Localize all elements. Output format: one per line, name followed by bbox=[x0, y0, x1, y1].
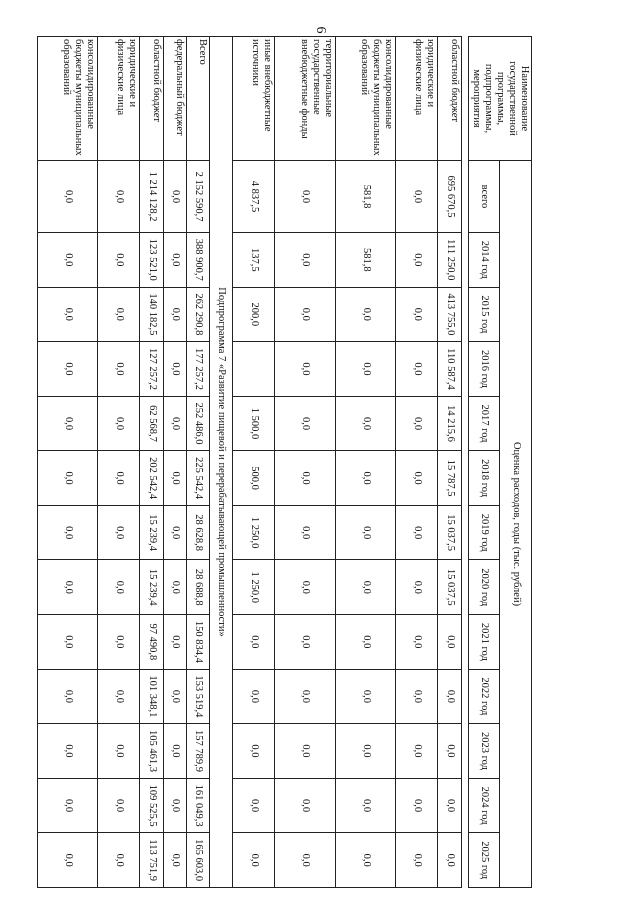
table-row bbox=[275, 37, 336, 888]
year-value-cell: 1 500,0 bbox=[233, 396, 275, 451]
total-cell: 2 152 590,7 bbox=[186, 161, 209, 233]
year-value-cell: 28 628,8 bbox=[186, 505, 209, 560]
year-value-cell: 0,0 bbox=[396, 451, 438, 506]
year-value-cell: 581,8 bbox=[335, 233, 396, 288]
year-value-cell: 0,0 bbox=[438, 778, 461, 833]
year-value-cell: 0,0 bbox=[335, 669, 396, 724]
year-value-cell: 388 900,7 bbox=[186, 233, 209, 288]
year-value-cell: 0,0 bbox=[275, 669, 336, 724]
year-value-cell: 0,0 bbox=[275, 396, 336, 451]
total-column-header: всего bbox=[468, 161, 500, 233]
year-column-header: 2019 год bbox=[468, 505, 500, 560]
year-value-cell: 0,0 bbox=[335, 615, 396, 670]
year-value-cell: 0,0 bbox=[396, 233, 438, 288]
total-cell: 1 214 128,2 bbox=[140, 161, 163, 233]
year-value-cell: 0,0 bbox=[233, 778, 275, 833]
year-value-cell: 0,0 bbox=[98, 778, 140, 833]
year-value-cell: 150 834,4 bbox=[186, 615, 209, 670]
year-value-cell: 0,0 bbox=[37, 833, 98, 888]
year-value-cell: 0,0 bbox=[396, 396, 438, 451]
year-value-cell: 0,0 bbox=[37, 396, 98, 451]
year-value-cell: 0,0 bbox=[275, 615, 336, 670]
year-value-cell: 0,0 bbox=[438, 669, 461, 724]
year-value-cell: 0,0 bbox=[37, 560, 98, 615]
year-column-header: 2021 год bbox=[468, 615, 500, 670]
year-value-cell: 0,0 bbox=[396, 833, 438, 888]
table-row bbox=[37, 37, 98, 888]
row-label: областной бюджет bbox=[140, 37, 163, 161]
year-value-cell: 0,0 bbox=[98, 342, 140, 397]
subprogram-row bbox=[210, 37, 233, 888]
year-value-cell: 225 542,4 bbox=[186, 451, 209, 506]
year-value-cell: 0,0 bbox=[163, 396, 186, 451]
year-value-cell: 0,0 bbox=[335, 833, 396, 888]
table-row bbox=[438, 37, 461, 888]
year-value-cell: 0,0 bbox=[98, 669, 140, 724]
year-value-cell: 0,0 bbox=[163, 615, 186, 670]
year-value-cell: 0,0 bbox=[37, 724, 98, 779]
year-value-cell: 0,0 bbox=[163, 505, 186, 560]
year-value-cell: 0,0 bbox=[98, 615, 140, 670]
estimate-title: Оценка расходов, годы (тыс. рублей) bbox=[500, 161, 532, 888]
total-cell: 0,0 bbox=[396, 161, 438, 233]
year-value-cell: 165 603,0 bbox=[186, 833, 209, 888]
year-value-cell: 0,0 bbox=[335, 396, 396, 451]
year-value-cell: 105 461,3 bbox=[140, 724, 163, 779]
row-label: юридические и физические лица bbox=[396, 37, 438, 161]
year-value-cell: 0,0 bbox=[275, 505, 336, 560]
year-value-cell: 0,0 bbox=[396, 778, 438, 833]
year-value-cell: 0,0 bbox=[37, 451, 98, 506]
year-column-header: 2017 год bbox=[468, 396, 500, 451]
row-label: федеральный бюджет bbox=[163, 37, 186, 161]
year-value-cell: 1 250,0 bbox=[233, 560, 275, 615]
year-value-cell: 0,0 bbox=[233, 833, 275, 888]
table-row bbox=[233, 37, 275, 888]
year-column-header: 2023 год bbox=[468, 724, 500, 779]
year-value-cell: 113 751,9 bbox=[140, 833, 163, 888]
year-value-cell: 1 250,0 bbox=[233, 505, 275, 560]
row-label: территориальные государственные внебюджетные фонды bbox=[275, 37, 336, 161]
table-row bbox=[186, 37, 209, 888]
year-value-cell: 15 239,4 bbox=[140, 505, 163, 560]
year-value-cell: 0,0 bbox=[233, 724, 275, 779]
table-row bbox=[98, 37, 140, 888]
row-label: юридические и физические лица bbox=[98, 37, 140, 161]
year-value-cell: 0,0 bbox=[275, 560, 336, 615]
year-column-header: 2020 год bbox=[468, 560, 500, 615]
year-value-cell: 0,0 bbox=[275, 451, 336, 506]
budget-table bbox=[37, 36, 532, 888]
year-value-cell: 123 521,0 bbox=[140, 233, 163, 288]
year-value-cell: 0,0 bbox=[275, 833, 336, 888]
year-value-cell: 0,0 bbox=[275, 724, 336, 779]
year-value-cell: 0,0 bbox=[163, 560, 186, 615]
year-value-cell: 0,0 bbox=[335, 287, 396, 342]
page-number: 6 bbox=[313, 26, 328, 34]
year-value-cell: 252 486,0 bbox=[186, 396, 209, 451]
total-cell: 0,0 bbox=[163, 161, 186, 233]
year-value-cell: 153 519,4 bbox=[186, 669, 209, 724]
year-value-cell: 15 037,5 bbox=[438, 560, 461, 615]
row-label: иные внебюджетные источники bbox=[233, 37, 275, 161]
year-value-cell: 200,0 bbox=[233, 287, 275, 342]
year-value-cell: 413 755,0 bbox=[438, 287, 461, 342]
year-value-cell: 0,0 bbox=[335, 560, 396, 615]
year-value-cell: 0,0 bbox=[396, 724, 438, 779]
subprogram-title: Подпрограмма 7 «Развитие пищевой и перерабатывающей промышленности» bbox=[210, 37, 233, 888]
year-value-cell: 0,0 bbox=[335, 342, 396, 397]
table-row bbox=[396, 37, 438, 888]
year-value-cell: 0,0 bbox=[163, 287, 186, 342]
table-row bbox=[163, 37, 186, 888]
year-value-cell: 0,0 bbox=[163, 233, 186, 288]
year-value-cell: 0,0 bbox=[98, 560, 140, 615]
year-value-cell: 0,0 bbox=[275, 342, 336, 397]
total-cell: 0,0 bbox=[98, 161, 140, 233]
year-value-cell: 0,0 bbox=[163, 342, 186, 397]
year-value-cell: 177 257,2 bbox=[186, 342, 209, 397]
year-value-cell: 109 525,5 bbox=[140, 778, 163, 833]
year-value-cell: 0,0 bbox=[98, 451, 140, 506]
name-column-header: Наименование государственной программы, подпрограммы, мероприятия bbox=[468, 37, 531, 161]
year-value-cell: 0,0 bbox=[37, 342, 98, 397]
year-value-cell: 0,0 bbox=[396, 669, 438, 724]
year-value-cell: 15 037,5 bbox=[438, 505, 461, 560]
year-value-cell: 157 789,9 bbox=[186, 724, 209, 779]
row-label: областной бюджет bbox=[438, 37, 461, 161]
year-value-cell: 14 215,6 bbox=[438, 396, 461, 451]
total-cell: 581,8 bbox=[335, 161, 396, 233]
year-value-cell: 0,0 bbox=[396, 287, 438, 342]
year-value-cell: 97 490,8 bbox=[140, 615, 163, 670]
year-value-cell: 0,0 bbox=[335, 778, 396, 833]
year-value-cell: 0,0 bbox=[275, 778, 336, 833]
year-value-cell: 0,0 bbox=[335, 505, 396, 560]
year-value-cell: 137,5 bbox=[233, 233, 275, 288]
row-label: консолидированные бюджеты муниципальных образований bbox=[37, 37, 98, 161]
total-cell: 4 837,5 bbox=[233, 161, 275, 233]
total-cell: 0,0 bbox=[275, 161, 336, 233]
rotated-table-container bbox=[61, 36, 532, 888]
year-value-cell: 127 257,2 bbox=[140, 342, 163, 397]
table-spacer-row bbox=[461, 37, 468, 888]
year-value-cell: 0,0 bbox=[396, 505, 438, 560]
year-value-cell: 62 568,7 bbox=[140, 396, 163, 451]
total-cell: 0,0 bbox=[37, 161, 98, 233]
year-value-cell: 0,0 bbox=[37, 669, 98, 724]
year-value-cell: 0,0 bbox=[233, 615, 275, 670]
total-cell: 695 670,5 bbox=[438, 161, 461, 233]
year-value-cell: 0,0 bbox=[98, 724, 140, 779]
year-value-cell bbox=[233, 342, 275, 397]
year-value-cell: 0,0 bbox=[275, 287, 336, 342]
year-column-header: 2016 год bbox=[468, 342, 500, 397]
year-value-cell: 161 049,3 bbox=[186, 778, 209, 833]
year-column-header: 2025 год bbox=[468, 833, 500, 888]
year-value-cell: 0,0 bbox=[335, 724, 396, 779]
year-value-cell: 0,0 bbox=[37, 233, 98, 288]
year-value-cell: 0,0 bbox=[438, 833, 461, 888]
year-column-header: 2015 год bbox=[468, 287, 500, 342]
year-value-cell: 101 348,1 bbox=[140, 669, 163, 724]
year-value-cell: 0,0 bbox=[335, 451, 396, 506]
row-label: консолидированные бюджеты муниципальных образований bbox=[335, 37, 396, 161]
table-row bbox=[335, 37, 396, 888]
year-value-cell: 0,0 bbox=[37, 615, 98, 670]
year-value-cell: 0,0 bbox=[163, 724, 186, 779]
year-value-cell: 111 250,0 bbox=[438, 233, 461, 288]
year-value-cell: 0,0 bbox=[37, 505, 98, 560]
year-value-cell: 0,0 bbox=[37, 287, 98, 342]
year-value-cell: 262 290,8 bbox=[186, 287, 209, 342]
year-value-cell: 0,0 bbox=[275, 233, 336, 288]
year-value-cell: 500,0 bbox=[233, 451, 275, 506]
year-value-cell: 110 587,4 bbox=[438, 342, 461, 397]
year-value-cell: 0,0 bbox=[98, 505, 140, 560]
year-value-cell: 0,0 bbox=[98, 287, 140, 342]
year-column-header: 2018 год bbox=[468, 451, 500, 506]
year-value-cell: 0,0 bbox=[98, 396, 140, 451]
year-value-cell: 28 688,8 bbox=[186, 560, 209, 615]
year-value-cell: 15 787,5 bbox=[438, 451, 461, 506]
year-value-cell: 0,0 bbox=[163, 833, 186, 888]
year-value-cell: 0,0 bbox=[37, 778, 98, 833]
year-value-cell: 0,0 bbox=[163, 778, 186, 833]
year-value-cell: 0,0 bbox=[438, 615, 461, 670]
year-value-cell: 0,0 bbox=[396, 615, 438, 670]
year-value-cell: 0,0 bbox=[98, 233, 140, 288]
year-value-cell: 0,0 bbox=[396, 342, 438, 397]
year-value-cell: 15 239,4 bbox=[140, 560, 163, 615]
year-column-header: 2024 год bbox=[468, 778, 500, 833]
year-value-cell: 0,0 bbox=[438, 724, 461, 779]
row-label: Всего bbox=[186, 37, 209, 161]
year-value-cell: 202 542,4 bbox=[140, 451, 163, 506]
year-value-cell: 0,0 bbox=[163, 451, 186, 506]
year-column-header: 2014 год bbox=[468, 233, 500, 288]
year-value-cell: 0,0 bbox=[163, 669, 186, 724]
year-value-cell: 140 182,5 bbox=[140, 287, 163, 342]
year-value-cell: 0,0 bbox=[396, 560, 438, 615]
table-row bbox=[140, 37, 163, 888]
year-value-cell: 0,0 bbox=[98, 833, 140, 888]
year-value-cell: 0,0 bbox=[233, 669, 275, 724]
year-column-header: 2022 год bbox=[468, 669, 500, 724]
